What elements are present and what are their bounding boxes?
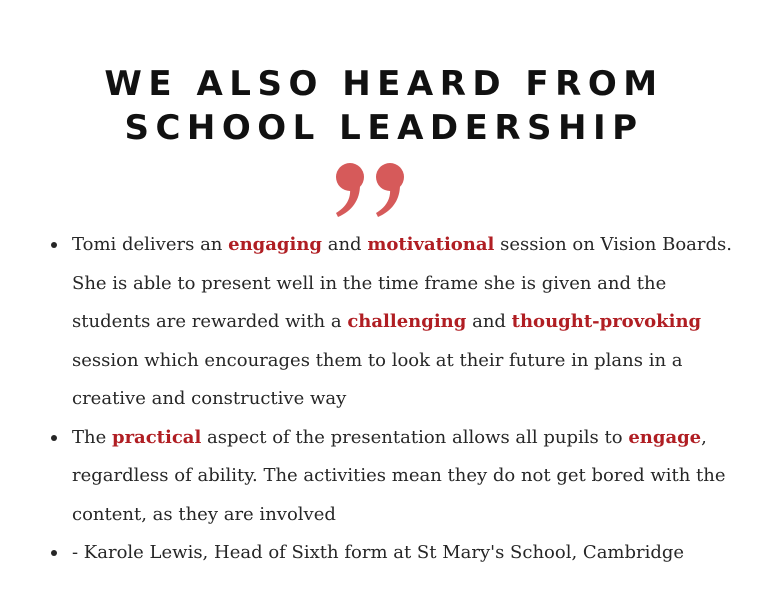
list-item [48,534,748,573]
title-line-1: WE ALSO HEARD FROM [104,64,664,104]
bullet-text: The practical aspect of the presentation allows all pupils to engage, regardless of ability. The activities mean they do not get bored with the content, as they are involved [72,426,726,525]
bullet-text: Tomi delivers an engaging and motivational session on Vision Boards. She is able to present well in the time frame she is given and the students are rewarded with a challenging and thought-provoking session which encourages them to look at their future in plans in a creative and constructive way [72,234,733,409]
list-item [48,226,748,419]
page-title [0,62,768,150]
title-line-2: SCHOOL LEADERSHIP [124,108,644,148]
bullet-dot [51,435,57,441]
closing-quote-icon [326,160,416,220]
highlight-word: thought-provoking [511,311,702,332]
testimonial-list [48,226,748,573]
highlight-word: challenging [347,311,467,332]
bullet-dot [51,550,57,556]
quote-glyph-right [376,163,404,217]
bullet-dot [51,242,57,248]
highlight-word: motivational [367,234,495,255]
highlight-word: engage [628,426,702,448]
quote-glyph-left [336,163,364,217]
highlight-word: practical [111,426,202,448]
highlight-word: engaging [228,234,323,255]
list-item [48,419,748,535]
attribution-text: - Karole Lewis, Head of Sixth form at St Mary's School, Cambridge [72,542,685,563]
